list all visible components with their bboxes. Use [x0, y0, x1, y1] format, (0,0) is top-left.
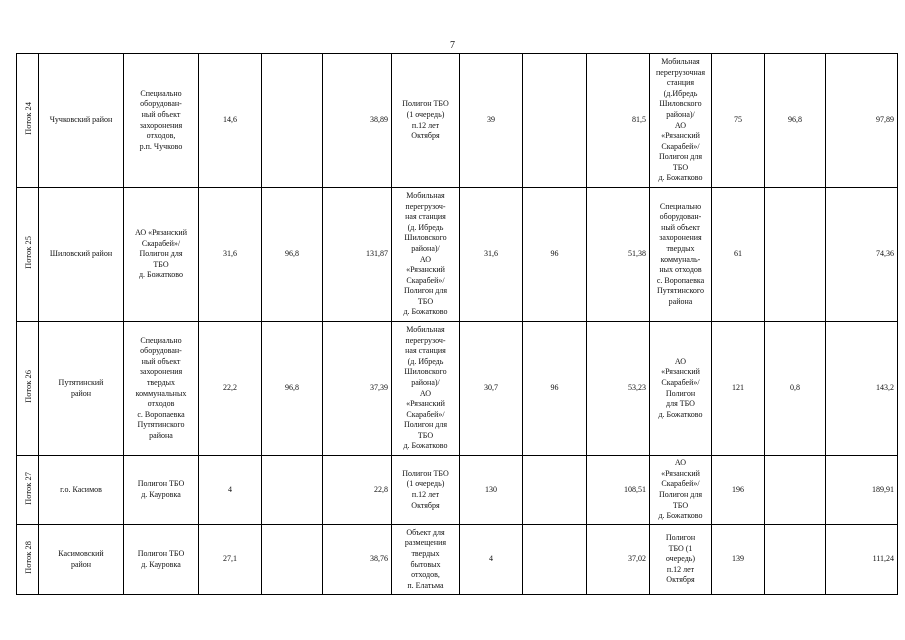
- value-cell: 96: [523, 188, 587, 322]
- table-row: [17, 525, 898, 595]
- destination-2-cell: АО «Рязанский Скарабей»/ Полигон для ТБО д. Божатково: [650, 456, 712, 525]
- value-cell: 14,6: [199, 54, 262, 188]
- table-row: [17, 188, 898, 322]
- flow-label-cell: [17, 456, 39, 525]
- origin-facility-cell: Специально оборудован- ный объект захоронения отходов, р.п. Чучково: [124, 54, 199, 188]
- flow-label: Поток 26: [22, 370, 33, 404]
- value-cell: 121: [712, 322, 765, 456]
- value-cell: 96,8: [262, 188, 323, 322]
- value-cell: 75: [712, 54, 765, 188]
- flow-label: Поток 28: [22, 541, 33, 575]
- destination-1-cell: Мобильная перегрузоч- ная станция (д. Ибредь Шиловского района)/ АО «Рязанский Скарабей»/ Полигон для ТБО д. Божатково: [392, 322, 460, 456]
- value-cell: 0,8: [765, 322, 826, 456]
- value-cell: 81,5: [587, 54, 650, 188]
- district-cell: Чучковский район: [39, 54, 124, 188]
- value-cell: 111,24: [826, 525, 898, 595]
- flow-label-cell: [17, 188, 39, 322]
- page-number: 7: [450, 40, 455, 51]
- value-cell: [262, 456, 323, 525]
- flow-label: Поток 27: [22, 471, 33, 505]
- destination-1-cell: Объект для размещения твердых бытовых отходов, п. Елатьма: [392, 525, 460, 595]
- flow-label-cell: [17, 54, 39, 188]
- value-cell: 143,2: [826, 322, 898, 456]
- value-cell: 38,89: [323, 54, 392, 188]
- district-cell: Путятинский район: [39, 322, 124, 456]
- table-row: [17, 54, 898, 188]
- value-cell: 108,51: [587, 456, 650, 525]
- value-cell: 51,38: [587, 188, 650, 322]
- destination-2-cell: АО «Рязанский Скарабей»/ Полигон для ТБО д. Божатково: [650, 322, 712, 456]
- value-cell: 22,8: [323, 456, 392, 525]
- origin-facility-cell: АО «Рязанский Скарабей»/ Полигон для ТБО д. Божатково: [124, 188, 199, 322]
- destination-2-cell: Мобильная перегрузочная станция (д.Ибредь Шиловского района)/ АО «Рязанский Скарабей»/ Полигон для ТБО д. Божатково: [650, 54, 712, 188]
- value-cell: 61: [712, 188, 765, 322]
- origin-facility-cell: Полигон ТБО д. Кауровка: [124, 456, 199, 525]
- table-row: [17, 456, 898, 525]
- value-cell: [523, 54, 587, 188]
- flow-label: Поток 24: [22, 102, 33, 136]
- value-cell: 97,89: [826, 54, 898, 188]
- value-cell: 189,91: [826, 456, 898, 525]
- destination-2-cell: Полигон ТБО (1 очередь) п.12 лет Октября: [650, 525, 712, 595]
- table-row: [17, 322, 898, 456]
- value-cell: [765, 188, 826, 322]
- flow-label-cell: [17, 322, 39, 456]
- flow-label-cell: [17, 525, 39, 595]
- origin-facility-cell: Специально оборудован- ный объект захоронения твердых коммунальных отходов с. Воропаевка Путятинского района: [124, 322, 199, 456]
- flow-label: Поток 25: [22, 236, 33, 270]
- value-cell: 96,8: [765, 54, 826, 188]
- value-cell: [262, 54, 323, 188]
- district-cell: г.о. Касимов: [39, 456, 124, 525]
- value-cell: 30,7: [460, 322, 523, 456]
- value-cell: [765, 525, 826, 595]
- value-cell: 22,2: [199, 322, 262, 456]
- district-cell: Касимовский район: [39, 525, 124, 595]
- value-cell: 37,02: [587, 525, 650, 595]
- value-cell: 27,1: [199, 525, 262, 595]
- value-cell: 130: [460, 456, 523, 525]
- destination-1-cell: Полигон ТБО (1 очередь) п.12 лет Октября: [392, 456, 460, 525]
- value-cell: 39: [460, 54, 523, 188]
- value-cell: 38,76: [323, 525, 392, 595]
- value-cell: 37,39: [323, 322, 392, 456]
- destination-2-cell: Специально оборудован- ный объект захоронения твердых коммуналь- ных отходов с. Воропаевка Путятинского района: [650, 188, 712, 322]
- value-cell: [523, 456, 587, 525]
- destination-1-cell: Полигон ТБО (1 очередь) п.12 лет Октября: [392, 54, 460, 188]
- value-cell: 139: [712, 525, 765, 595]
- value-cell: 4: [199, 456, 262, 525]
- destination-1-cell: Мобильная перегрузоч- ная станция (д. Ибредь Шиловского района)/ АО «Рязанский Скарабей»/ Полигон для ТБО д. Божатково: [392, 188, 460, 322]
- value-cell: 53,23: [587, 322, 650, 456]
- value-cell: [262, 525, 323, 595]
- district-cell: Шиловский район: [39, 188, 124, 322]
- value-cell: 131,87: [323, 188, 392, 322]
- value-cell: 196: [712, 456, 765, 525]
- value-cell: 31,6: [199, 188, 262, 322]
- value-cell: 74,36: [826, 188, 898, 322]
- value-cell: [765, 456, 826, 525]
- value-cell: 96: [523, 322, 587, 456]
- value-cell: [523, 525, 587, 595]
- waste-flow-table: [16, 53, 898, 595]
- value-cell: 31,6: [460, 188, 523, 322]
- value-cell: 4: [460, 525, 523, 595]
- value-cell: 96,8: [262, 322, 323, 456]
- origin-facility-cell: Полигон ТБО д. Кауровка: [124, 525, 199, 595]
